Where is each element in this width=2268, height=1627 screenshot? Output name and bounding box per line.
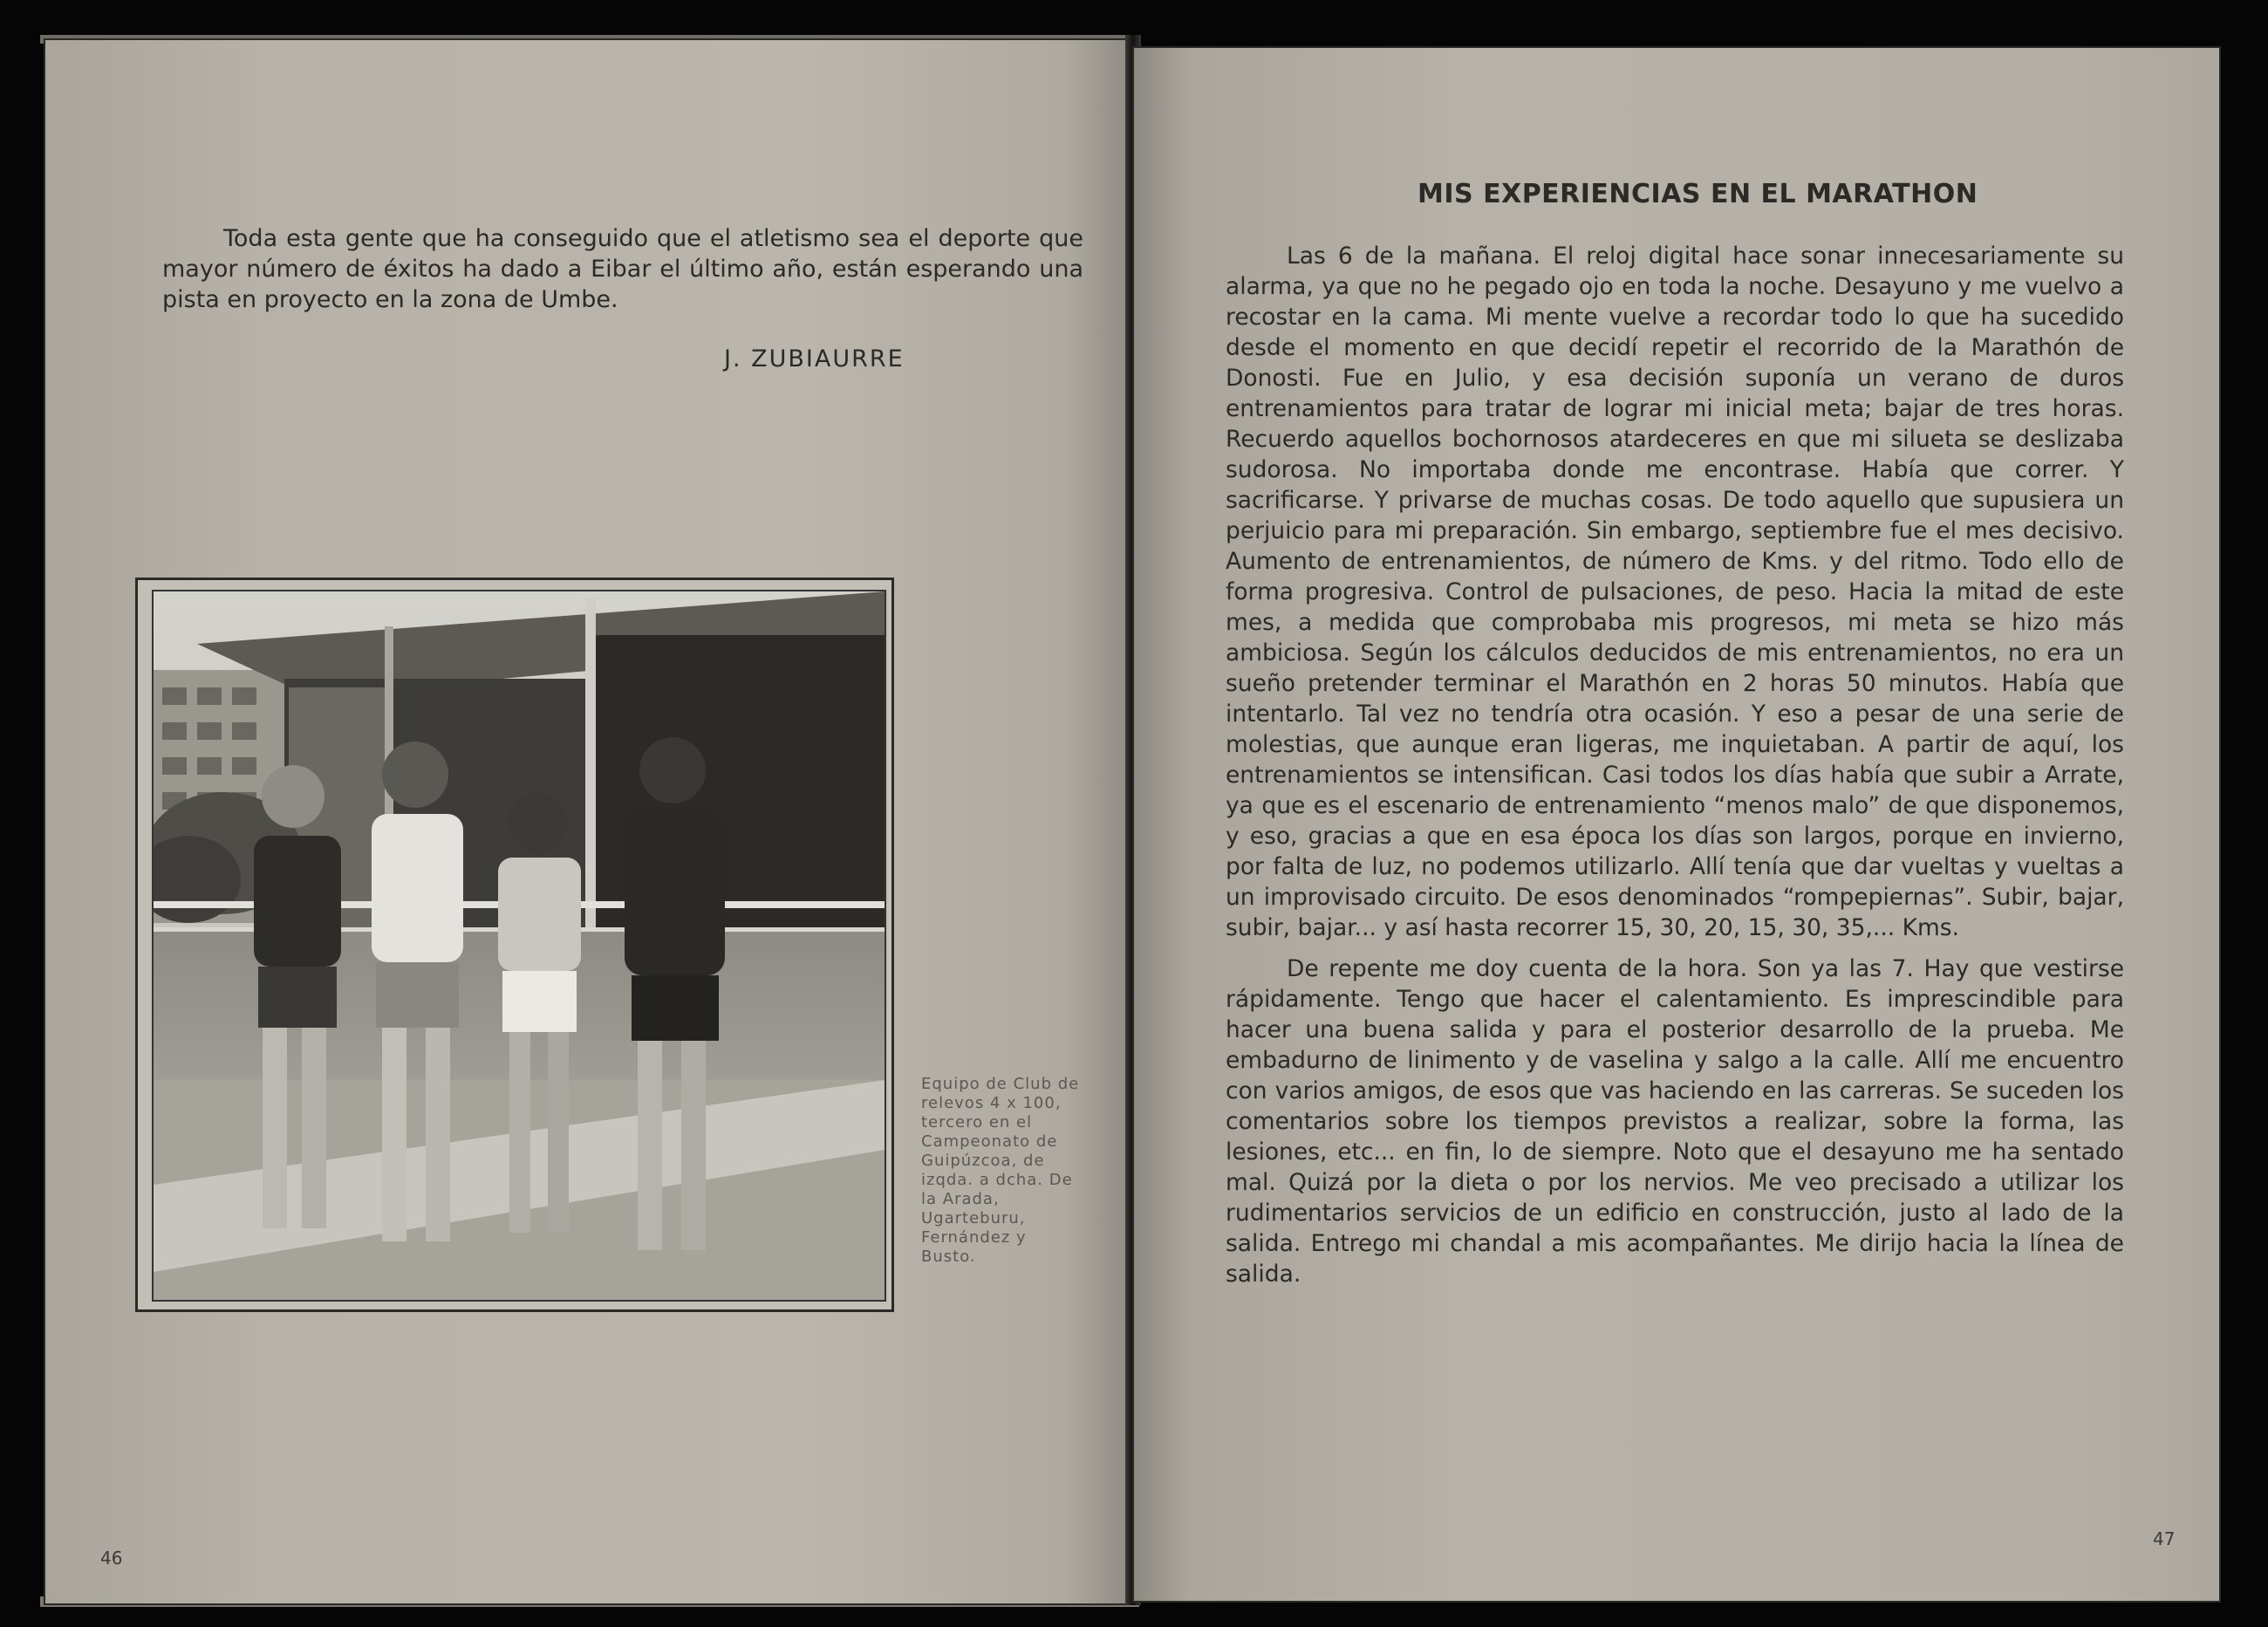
caption-line: Fernández y bbox=[921, 1228, 1027, 1247]
page-number-left: 46 bbox=[100, 1548, 123, 1569]
caption-line: Guipúzcoa, de bbox=[921, 1152, 1045, 1170]
article-heading: MIS EXPERIENCIAS EN EL MARATHON bbox=[1418, 179, 1978, 209]
caption-line: tercero en el bbox=[921, 1113, 1033, 1131]
article-body bbox=[1226, 241, 2124, 1289]
caption-line: Campeonato de bbox=[921, 1132, 1058, 1151]
photo-caption bbox=[921, 1075, 1096, 1267]
author-signature: J. ZUBIAURRE bbox=[724, 345, 905, 373]
caption-line: izqda. a dcha. De bbox=[921, 1171, 1073, 1189]
intro-paragraph: Toda esta gente que ha conseguido que el atletismo sea el deporte que mayor número de éxitos ha dado a Eibar el último año, están esperando una pista en proyecto en la zona de Umbe. bbox=[162, 225, 1083, 313]
article-paragraph: De repente me doy cuenta de la hora. Son ya las 7. Hay que vestirse rápidamente. Tengo que hacer el calentamiento. Es imprescindible para hacer una buena salida y para el posterior desarrollo de la prueba. Me embadurno de linimento y de vaselina y salgo a la calle. Allí me encuentro con varios amigos, de esos que vas haciendo en las carreras. Se suceden los comentarios sobre los tiempos previstos a realizar, sobre la forma, las lesiones, etc... en fin, lo de siempre. Noto que el desayuno me ha sentado mal. Quizá por la dieta o por los nervios. Me veo precisado a utilizar los rudimentarios servicios de un edificio en construcción, justo al lado de la salida. Entrego mi chandal a mis acompañantes. Me dirijo hacia la línea de salida. bbox=[1226, 955, 2124, 1288]
caption-line: Busto. bbox=[921, 1248, 976, 1266]
caption-line: Ugarteburu, bbox=[921, 1209, 1026, 1227]
caption-line: la Arada, bbox=[921, 1190, 1000, 1208]
relay-team-photo bbox=[152, 590, 886, 1302]
caption-line: Equipo de Club de bbox=[921, 1075, 1080, 1093]
page-number-right: 47 bbox=[2153, 1528, 2176, 1549]
caption-line: relevos 4 x 100, bbox=[921, 1094, 1062, 1112]
article-paragraph: Las 6 de la mañana. El reloj digital hace sonar innecesariamente su alarma, ya que no he pegado ojo en toda la noche. Desayuno y me vuelvo a recostar en la cama. Mi mente vuelve a recordar todo lo que ha sucedido desde el momento en que decidí repetir el recorrido de la Marathón de Donosti. Fue en Julio, y esa decisión suponía un verano de duros entrenamientos para tratar de lograr mi inicial meta; bajar de tres horas. Recuerdo aquellos bochornosos atardeceres en que mi silueta se deslizaba sudorosa. No importaba donde me encontrase. Había que correr. Y sacrificarse. Y privarse de muchas cosas. De todo aquello que supusiera un perjuicio para mi preparación. Sin embargo, septiembre fue el mes decisivo. Aumento de entrenamientos, de número de Kms. y del ritmo. Todo ello de forma progresiva. Control de pulsaciones, de peso. Hacia la mitad de este mes, a medida que comprobaba mis progresos, mi meta se hizo más ambiciosa. Según los cálculos deducidos de mis entrenamientos, no era un sueño pretender terminar el Marathón en 2 horas 50 minutos. Había que intentarlo. Tal vez no tendría otra ocasión. Y eso a pesar de una serie de molestias, que aunque eran ligeras, me inquietaban. A partir de aquí, los entrenamientos se intensifican. Casi todos los días había que subir a Arrate, ya que es el escenario de entrenamiento “menos malo” de que disponemos, y eso, gracias a que en esa época los días son largos, porque en invierno, por falta de luz, no podemos utilizarlo. Allí tenía que dar vueltas y vueltas a un improvisado circuito. De esos denominados “rompepiernas”. Subir, bajar, subir, bajar... y así hasta recorrer 15, 30, 20, 15, 30, 35,... Kms. bbox=[1226, 243, 2124, 941]
